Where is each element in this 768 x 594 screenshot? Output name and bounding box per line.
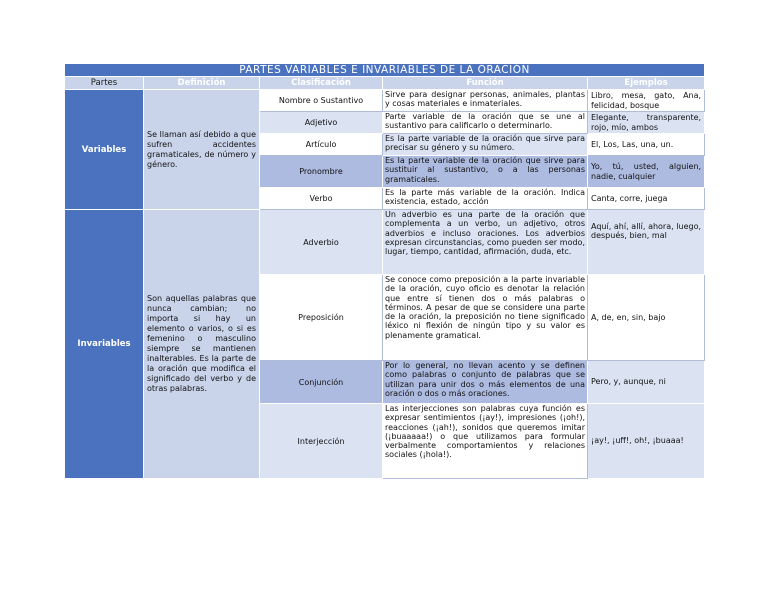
header-partes: Partes — [65, 77, 144, 90]
definition-invariables: Son aquellas palabras que nunca cambian; no importa si hay un elemento o varios, o si es femenino o masculino siempre se mantienen inalterables. Es la parte de la oración que modifica el significado del verbo y de otras palabras. — [144, 210, 260, 479]
classification-cell: Conjunción — [260, 361, 383, 404]
examples-cell: Pero, y, aunque, ni — [588, 361, 705, 404]
function-cell: Parte variable de la oración que se une al sustantivo para calificarlo o determinarlo. — [383, 112, 588, 134]
function-cell: Es la parte variable de la oración que sirve para precisar su género y su número. — [383, 134, 588, 156]
examples-cell: A, de, en, sin, bajo — [588, 275, 705, 361]
header-funcion: Función — [383, 77, 588, 90]
examples-cell: Elegante, transparente, rojo, mío, ambos — [588, 112, 705, 134]
group-label-invariables: Invariables — [65, 210, 144, 479]
group-label-variables: Variables — [65, 90, 144, 210]
examples-cell: El, Los, Las, una, un. — [588, 134, 705, 156]
function-cell: Se conoce como preposición a la parte invariable de la oración, cuyo oficio es denotar la relación que entre sí tienen dos o más palabras o términos. A pesar de que se considere una parte de la oración, la preposición no tiene significado léxico ni flexión de ningún tipo y su valor es plenamente gramatical. — [383, 275, 588, 361]
classification-cell: Adjetivo — [260, 112, 383, 134]
examples-cell: Yo, tú, usted, alguien, nadie, cualquier — [588, 156, 705, 188]
classification-cell: Nombre o Sustantivo — [260, 90, 383, 112]
function-cell: Un adverbio es una parte de la oración que complementa a un verbo, un adjetivo, otros adverbios e incluso oraciones. Los adverbios expresan circunstancias, como pueden ser modo, lugar, tiempo, cantidad, afirmación, duda, etc. — [383, 210, 588, 275]
table-row — [65, 90, 705, 112]
definition-variables: Se llaman así debido a que sufren accidentes gramaticales, de número y género. — [144, 90, 260, 210]
classification-cell: Adverbio — [260, 210, 383, 275]
classification-cell: Artículo — [260, 134, 383, 156]
examples-cell: Aquí, ahí, allí, ahora, luego, después, bien, mal — [588, 210, 705, 275]
parts-of-speech-table — [64, 63, 705, 479]
classification-cell: Preposición — [260, 275, 383, 361]
header-clasificacion: Clasificación — [260, 77, 383, 90]
classification-cell: Pronombre — [260, 156, 383, 188]
table-row — [65, 210, 705, 275]
function-cell: Sirve para designar personas, animales, plantas y cosas materiales e inmateriales. — [383, 90, 588, 112]
classification-cell: Verbo — [260, 188, 383, 210]
header-definicion: Definición — [144, 77, 260, 90]
function-cell: Es la parte variable de la oración que sirve para sustituir al sustantivo, o a las personas gramaticales. — [383, 156, 588, 188]
examples-cell: Canta, corre, juega — [588, 188, 705, 210]
summary-table-sheet — [64, 63, 704, 479]
function-cell: Las interjecciones son palabras cuya función es expresar sentimientos (¡ay!), impresiones (¡oh!), reacciones (¡ah!), sonidos que queremos imitar (¡buaaaaa!) o que utilizamos para formular verbalmente comportamientos y relaciones sociales (¡hola!). — [383, 404, 588, 479]
classification-cell: Interjección — [260, 404, 383, 479]
function-cell: Por lo general, no llevan acento y se definen como palabras o conjunto de palabras que se utilizan para unir dos o más elementos de una oración o dos o más oraciones. — [383, 361, 588, 404]
function-cell: Es la parte más variable de la oración. Indica existencia, estado, acción — [383, 188, 588, 210]
header-ejemplos: Ejemplos — [588, 77, 705, 90]
table-title: PARTES VARIABLES E INVARIABLES DE LA ORACIÓN — [65, 64, 705, 77]
examples-cell: Libro, mesa, gato, Ana, felicidad, bosque — [588, 90, 705, 112]
examples-cell: ¡ay!, ¡uff!, oh!, ¡buaaa! — [588, 404, 705, 479]
